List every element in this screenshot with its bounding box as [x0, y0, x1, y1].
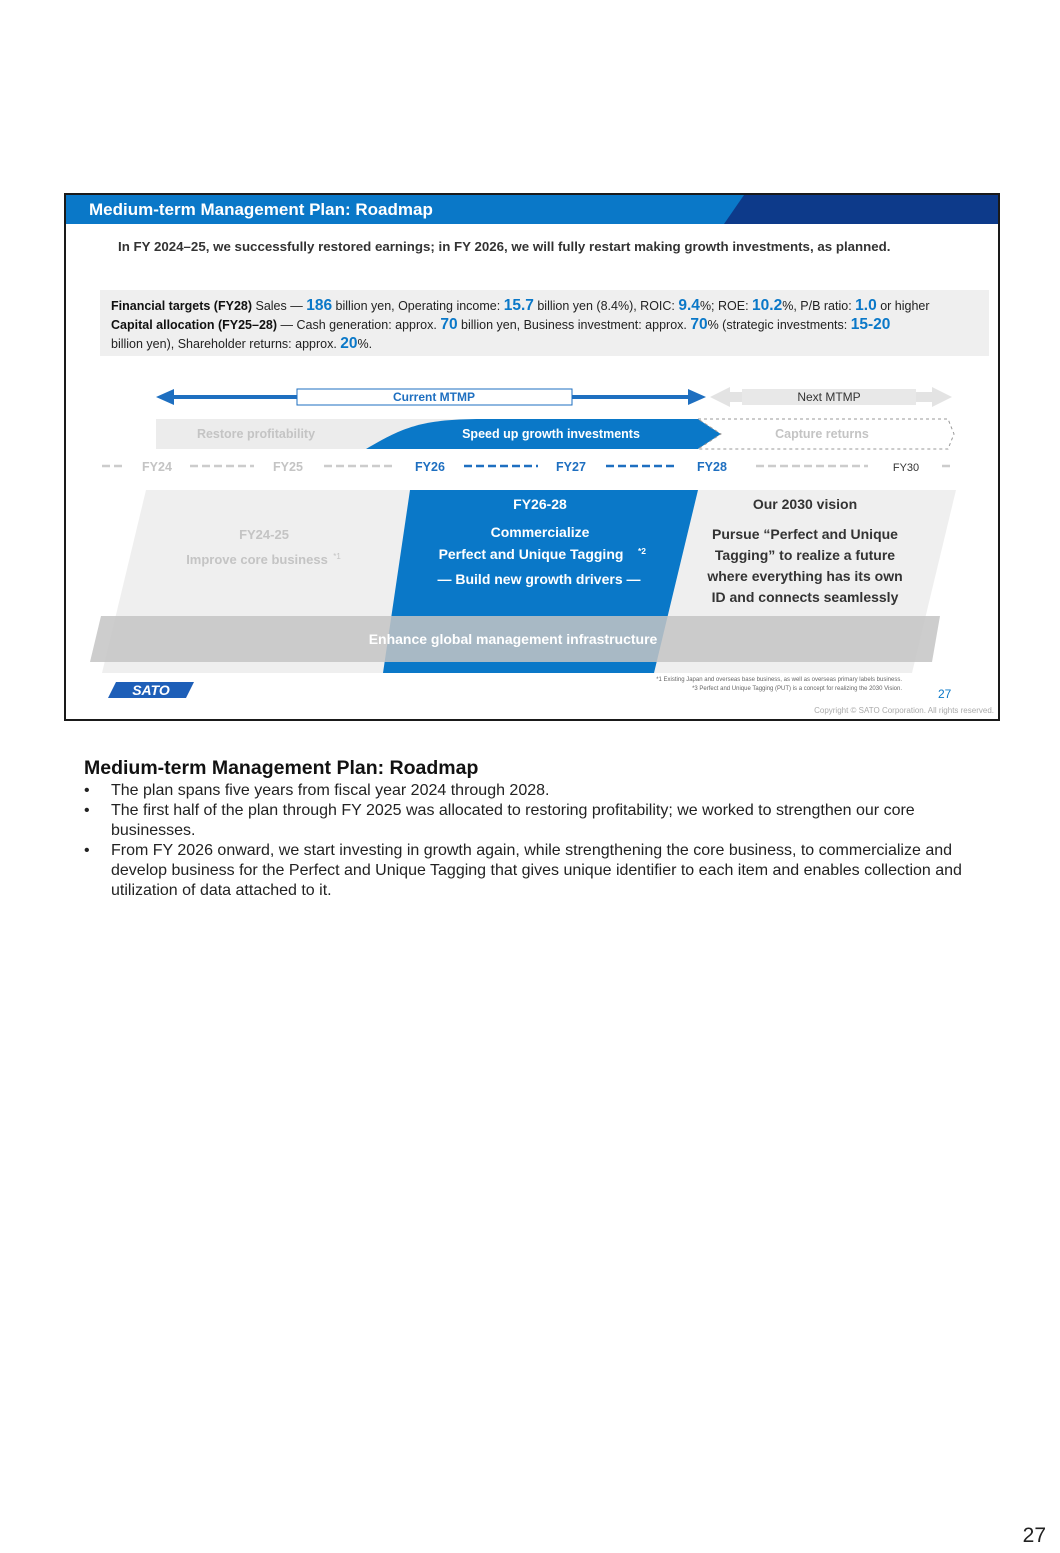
right-block-line4: ID and connects seamlessly: [711, 589, 899, 605]
left-block-body: Improve core business: [186, 552, 328, 567]
returns-value: 20: [340, 335, 358, 352]
year-fy27: FY27: [556, 460, 586, 474]
mid-block-line3: — Build new growth drivers —: [437, 571, 641, 587]
notes-heading: Medium-term Management Plan: Roadmap: [84, 757, 479, 779]
year-fy26: FY26: [415, 460, 445, 474]
slide-page-number: 27: [938, 687, 952, 701]
page-number: 27: [1022, 1524, 1046, 1547]
slide-title: Medium-term Management Plan: Roadmap: [89, 200, 433, 219]
logo-text: SATO: [132, 682, 170, 698]
current-mtmp-arrow: [156, 389, 706, 405]
right-block-line2: Tagging” to realize a future: [714, 547, 896, 563]
phase-returns-label: Capture returns: [775, 427, 869, 441]
mid-block-line1: Commercialize: [490, 524, 590, 540]
slide: [64, 193, 1000, 721]
phase-restore-label: Restore profitability: [196, 427, 316, 441]
investment-value: 70: [690, 316, 708, 333]
sales-value: 186: [306, 297, 333, 314]
op-income-value: 15.7: [503, 297, 534, 314]
left-block-title: FY24-25: [239, 527, 289, 542]
capital-allocation-line: Capital allocation (FY25–28) — Cash generation: approx. 70 billion yen, Business investment: approx. 70% (strategic investments: 15-20: [111, 316, 891, 333]
year-axis: [102, 460, 950, 474]
year-fy24: FY24: [142, 460, 172, 474]
next-mtmp-label: Next MTMP: [797, 390, 861, 404]
notes-list: [84, 781, 984, 901]
roic-value: 9.4: [678, 297, 700, 314]
list-item: • The first half of the plan through FY 2025 was allocated to restoring profitability; we worked to strengthen our core businesses.: [84, 802, 915, 839]
list-item: • The plan spans five years from fiscal year 2024 through 2028.: [84, 782, 550, 799]
speaker-notes: [84, 757, 984, 901]
roadmap-diagram: [66, 195, 998, 719]
phase-band: [156, 419, 954, 449]
mid-block-line2: Perfect and Unique Tagging: [438, 546, 624, 562]
footnote-2: *3 Perfect and Unique Tagging (PUT) is a concept for realizing the 2030 Vision.: [692, 686, 902, 692]
current-mtmp-label: Current MTMP: [393, 390, 475, 404]
right-block-line3: where everything has its own: [707, 568, 903, 584]
financial-targets-line: Financial targets (FY28) Sales — 186 billion yen, Operating income: 15.7 billion yen (8.4%), ROIC: 9.4%; ROE: 10.2%, P/B ratio: 1.0 or higher: [111, 297, 930, 314]
capital-allocation-line-2: billion yen), Shareholder returns: approx. 20%.: [111, 335, 373, 352]
phase-growth-label: Speed up growth investments: [462, 427, 640, 441]
left-block-note: *1: [333, 552, 341, 561]
copyright: Copyright © SATO Corporation. All rights reserved.: [814, 706, 994, 715]
right-block-line1: Pursue “Perfect and Unique: [712, 526, 898, 542]
right-block-title: Our 2030 vision: [752, 496, 858, 512]
strategic-value: 15-20: [850, 316, 891, 333]
lead-statement: In FY 2024–25, we successfully restored earnings; in FY 2026, we will fully restart making growth investments, as planned.: [118, 239, 891, 254]
cash-value: 70: [440, 316, 458, 333]
bullet-icon: •: [84, 782, 90, 799]
sato-logo: [108, 682, 194, 703]
roe-value: 10.2: [752, 297, 783, 314]
year-fy25: FY25: [273, 460, 303, 474]
pb-value: 1.0: [855, 297, 877, 314]
year-fy28: FY28: [697, 460, 727, 474]
year-fy30: FY30: [892, 462, 920, 474]
infrastructure-label: Enhance global management infrastructure: [368, 631, 658, 647]
next-mtmp-arrow: [710, 387, 952, 407]
mid-block-title: FY26-28: [513, 496, 567, 512]
bullet-icon: •: [84, 802, 90, 819]
list-item: • From FY 2026 onward, we start investing in growth again, while strengthening the core business, to commercialize and develop business for the Perfect and Unique Tagging that gives unique identifier to each item and enables collection and utilization of data attached to it.: [84, 842, 962, 899]
mid-block-note: *2: [637, 546, 647, 556]
bullet-icon: •: [84, 842, 90, 859]
footnote-1: *1 Existing Japan and overseas base business, as well as overseas primary labels business.: [656, 677, 902, 683]
